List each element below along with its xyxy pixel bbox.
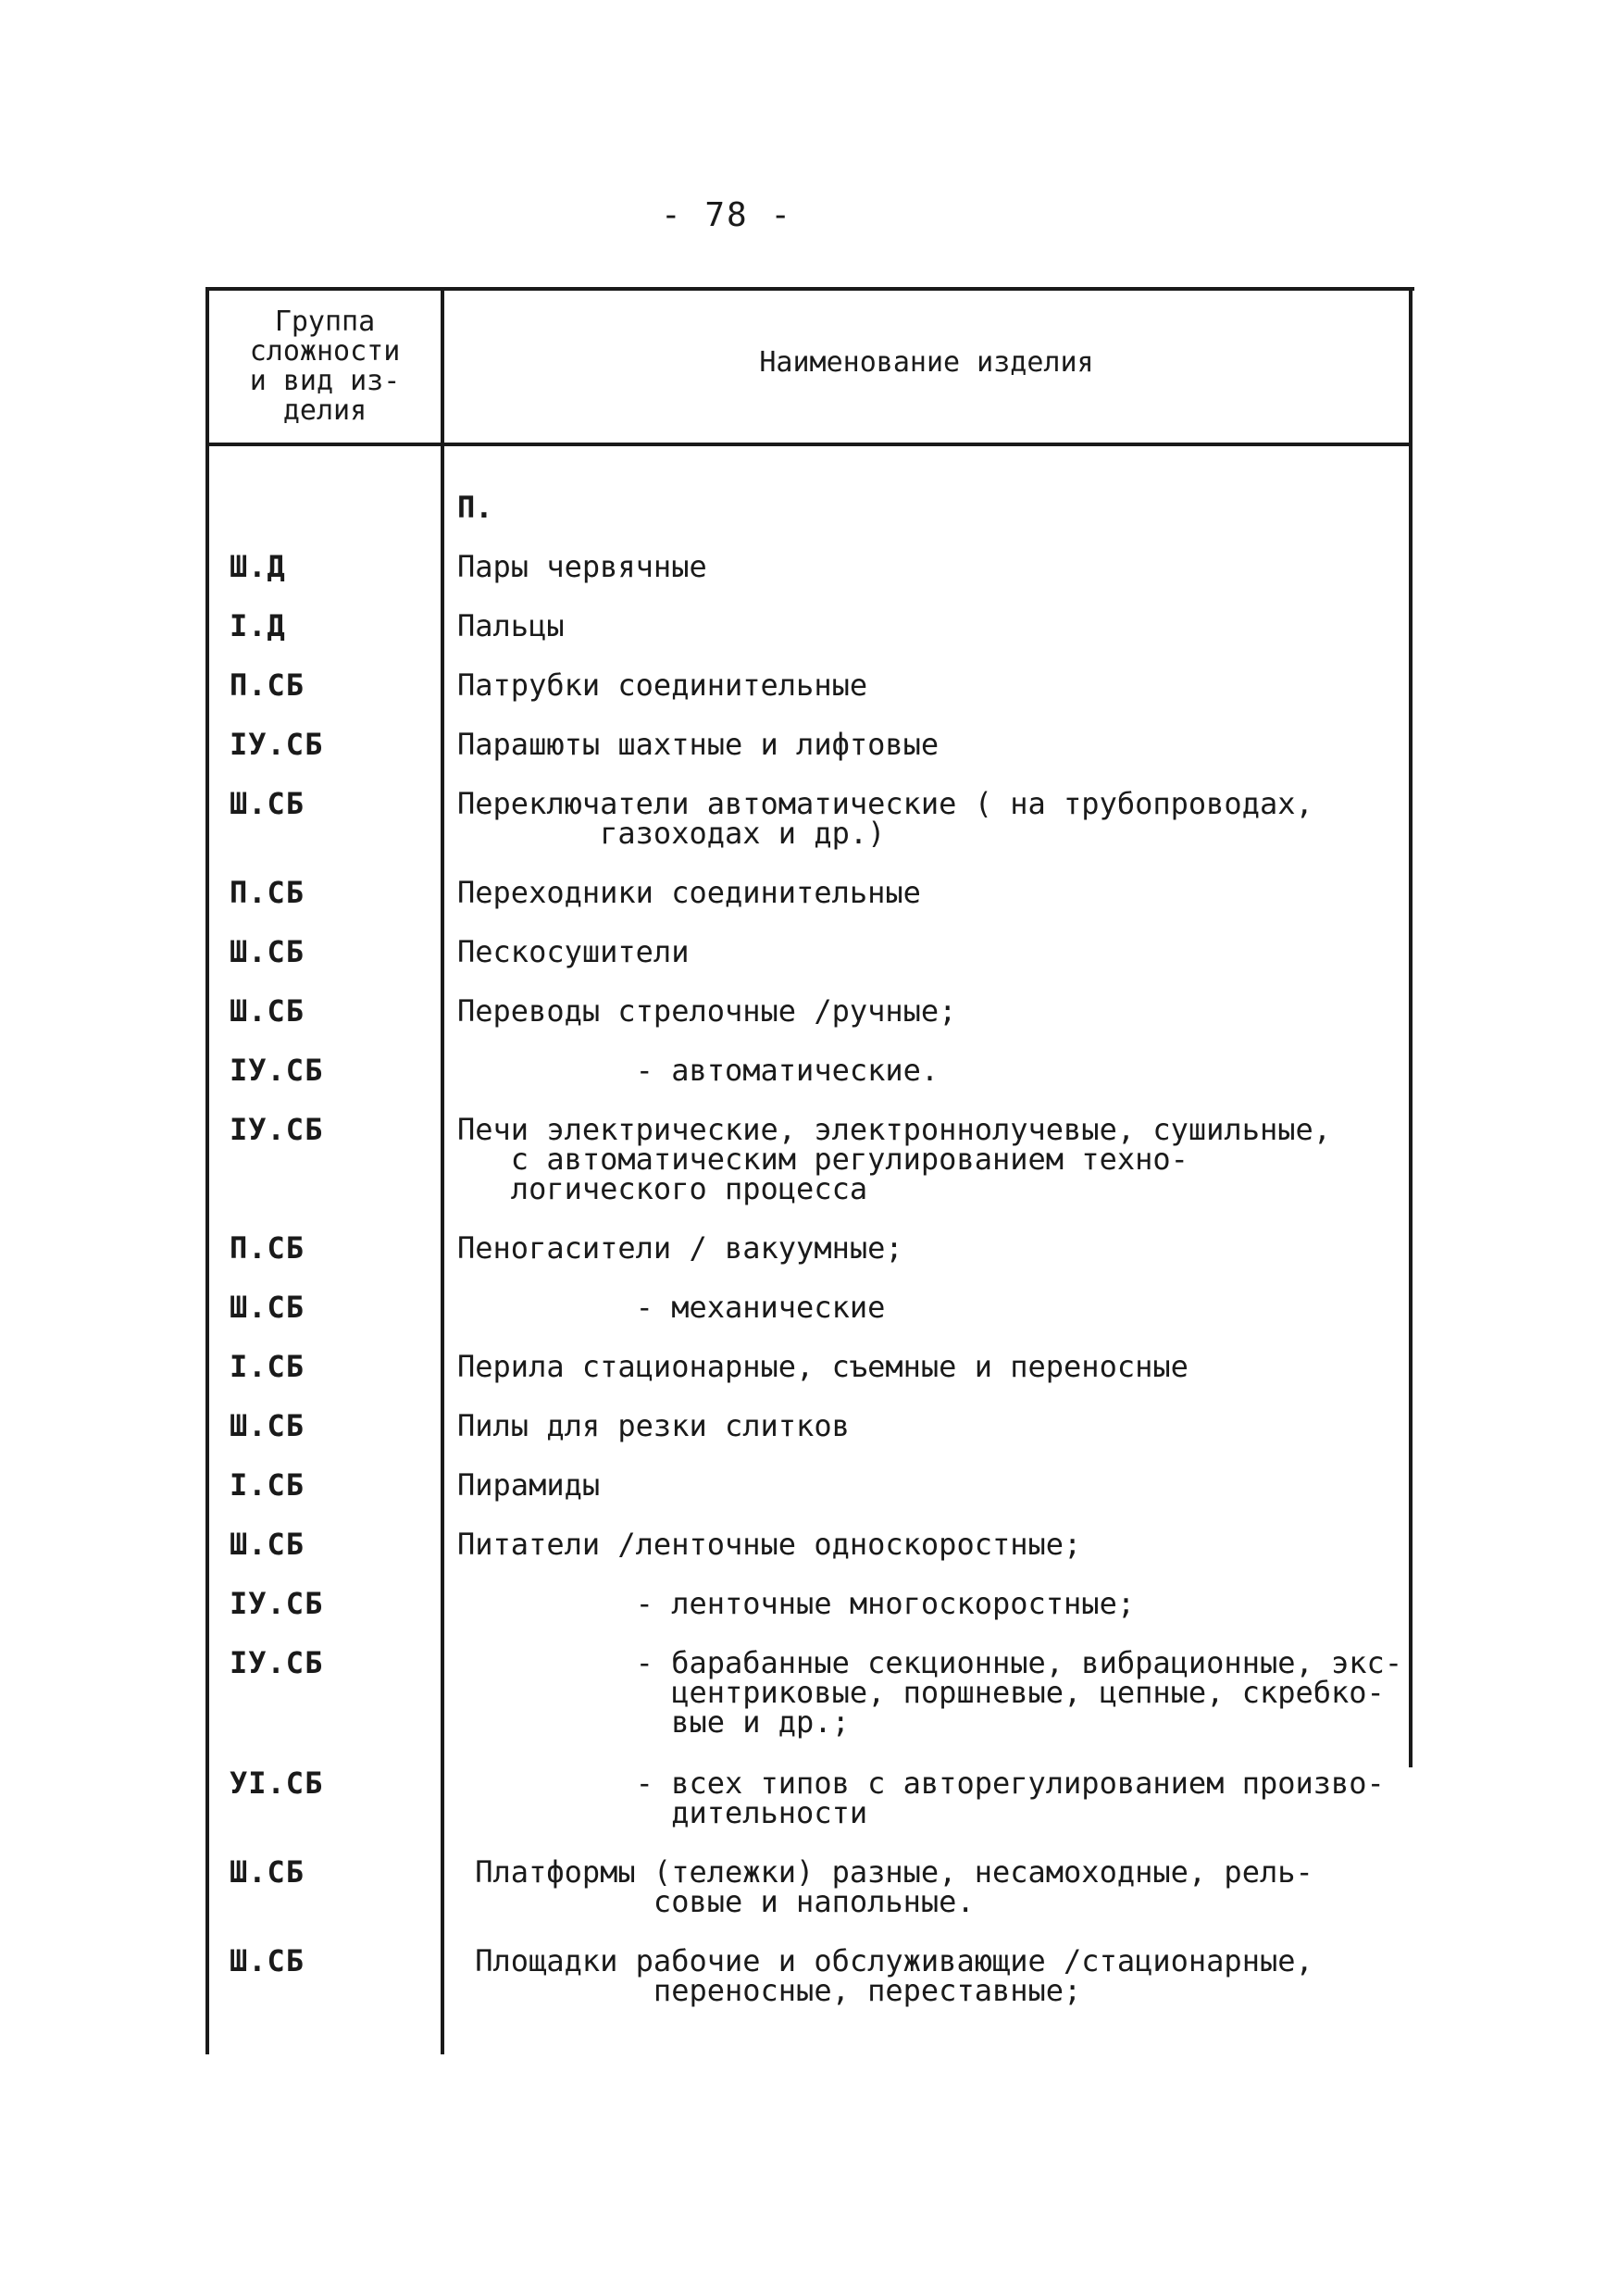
row-group: Ш.СБ: [230, 1408, 305, 1443]
row-group: Ш.СБ: [230, 786, 305, 821]
row-group: П.СБ: [230, 668, 305, 703]
row-name: Пирамиды: [457, 1467, 601, 1503]
row-group: Ш.СБ: [230, 993, 305, 1029]
row-group: IУ.СБ: [230, 1112, 324, 1147]
row-name: - ленточные многоскоростные;: [457, 1586, 1136, 1621]
row-group: Ш.СБ: [230, 1527, 305, 1562]
row-group: Ш.Д: [230, 549, 286, 584]
row-group: IУ.СБ: [230, 1053, 324, 1088]
row-name: Пальцы: [457, 608, 565, 643]
row-group: П.СБ: [230, 1230, 305, 1266]
row-name: Переключатели автоматические ( на трубопроводах, газоходах и др.): [457, 786, 1313, 851]
row-name: - автоматические.: [457, 1053, 940, 1088]
row-group: П.СБ: [230, 875, 305, 910]
row-name: Переводы стрелочные /ручные;: [457, 993, 957, 1029]
row-group: IУ.СБ: [230, 1586, 324, 1621]
row-name: - барабанные секционные, вибрационные, экс- центриковые, поршневые, цепные, скребко- вые и др.;: [635, 1645, 1403, 1740]
table-left-border: [205, 291, 209, 2054]
row-name: Пескосушители: [457, 934, 690, 969]
header-group-column: Группа сложности и вид из- делия: [249, 306, 401, 427]
row-group: Ш.СБ: [230, 1290, 305, 1325]
header-name-column: Наименование изделия: [759, 346, 1094, 379]
row-name: - механические: [457, 1290, 886, 1325]
row-name: Пары червячные: [457, 549, 707, 584]
page-number: - 78 -: [660, 196, 793, 234]
row-group: Ш.СБ: [230, 1943, 305, 1978]
row-group: I.Д: [230, 608, 286, 643]
row-name: Площадки рабочие и обслуживающие /стационарные, переносные, переставные;: [475, 1943, 1313, 2008]
row-group: IУ.СБ: [230, 727, 324, 762]
row-group: I.СБ: [230, 1467, 305, 1503]
row-group: УI.СБ: [230, 1766, 324, 1801]
section-letter: П.: [457, 490, 493, 525]
row-group: IУ.СБ: [230, 1645, 324, 1680]
table-column-divider: [441, 291, 444, 2054]
row-name: Платформы (тележки) разные, несамоходные, рель- совые и напольные.: [475, 1854, 1313, 1919]
row-name: Перила стационарные, съемные и переносные: [457, 1349, 1189, 1384]
row-name: Пеногасители / вакуумные;: [457, 1230, 903, 1266]
row-name: Печи электрические, электроннолучевые, сушильные, с автоматическим регулированием техно- логического процесса: [457, 1112, 1332, 1206]
row-name: Пилы для резки слитков: [457, 1408, 850, 1443]
row-group: Ш.СБ: [230, 1854, 305, 1890]
table-header-separator: [205, 443, 1413, 446]
row-name: - всех типов с авторегулированием произво- дительности: [635, 1766, 1385, 1830]
row-name: Переходники соединительные: [457, 875, 921, 910]
row-name: Питатели /ленточные односкоростные;: [457, 1527, 1082, 1562]
row-group: Ш.СБ: [230, 934, 305, 969]
items-table: [205, 287, 1414, 2054]
table-right-border: [1409, 291, 1413, 1767]
row-name: Парашюты шахтные и лифтовые: [457, 727, 940, 762]
row-name: Патрубки соединительные: [457, 668, 868, 703]
row-group: I.СБ: [230, 1349, 305, 1384]
